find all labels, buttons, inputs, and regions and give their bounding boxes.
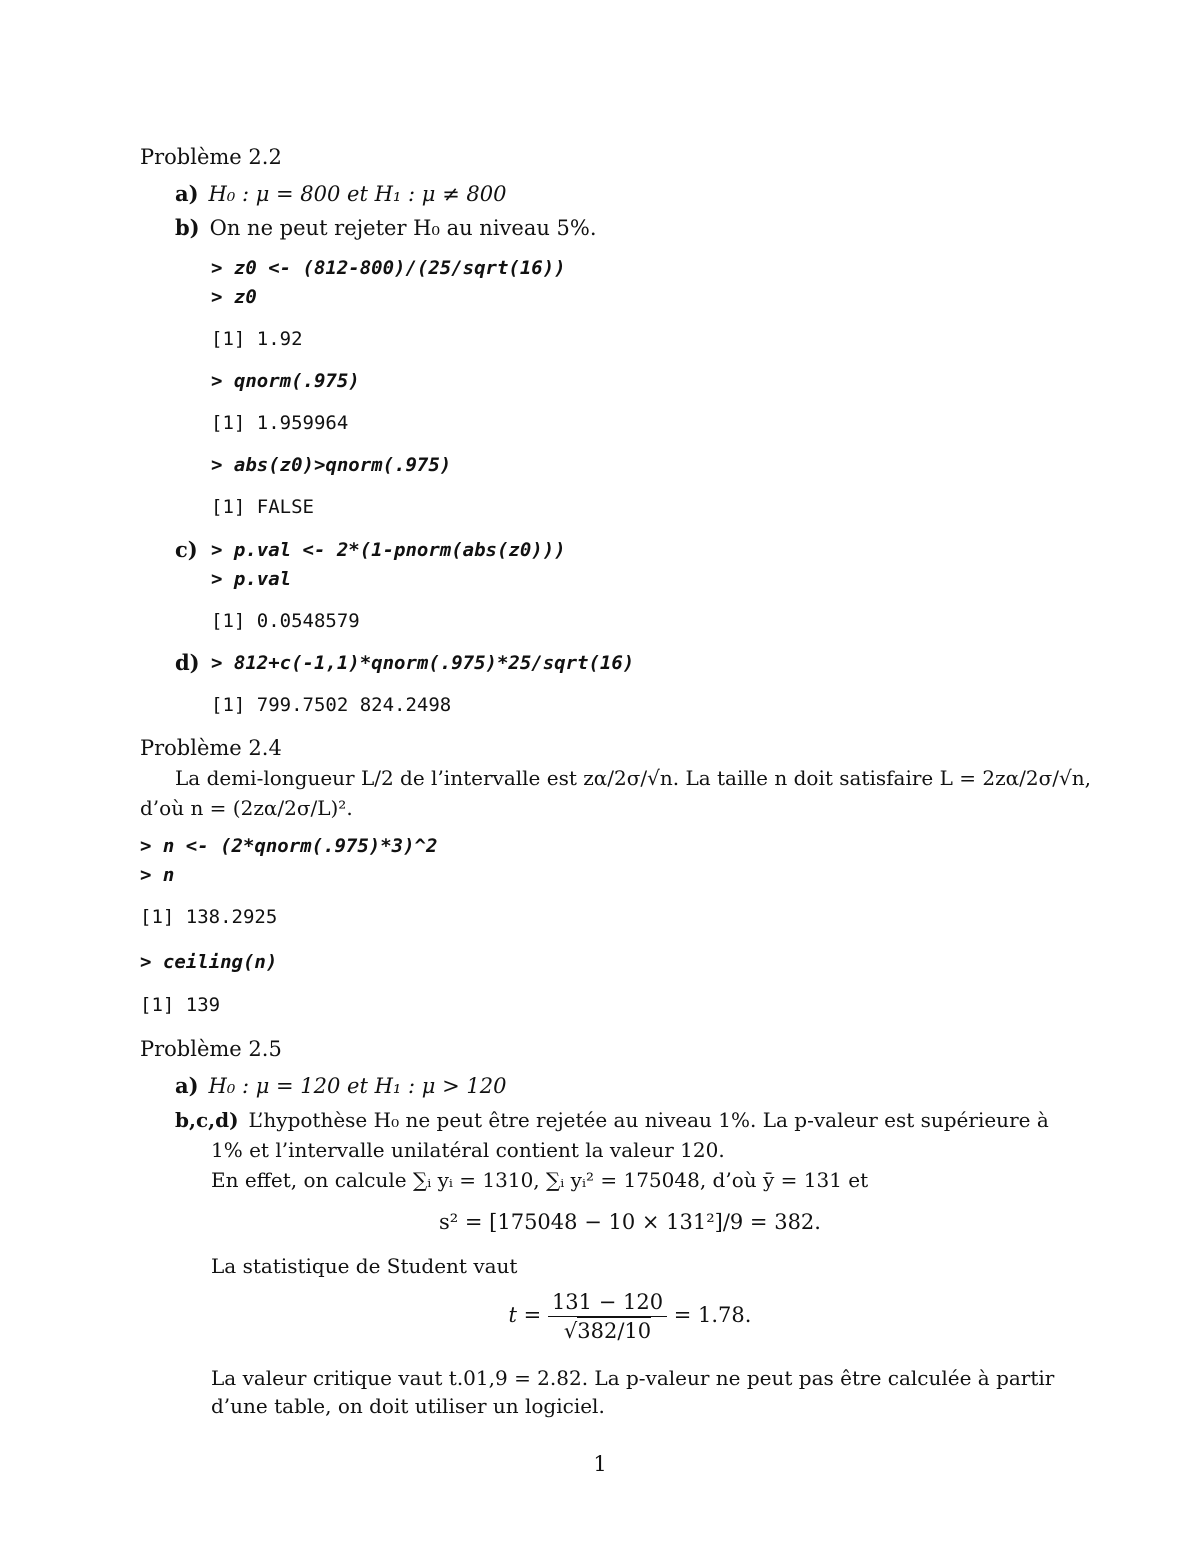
problem-2-4-title: Problème 2.4	[140, 736, 282, 760]
r-output: [1] 139	[140, 994, 221, 1016]
problem-2-2-part-b	[175, 216, 597, 240]
r-command: > abs(z0)>qnorm(.975)	[211, 454, 452, 476]
r-command: > 812+c(-1,1)*qnorm(.975)*25/sqrt(16)	[211, 652, 635, 674]
r-command: > p.val	[211, 568, 292, 590]
r-output: [1] 1.959964	[211, 412, 349, 434]
eq-t-denominator	[548, 1317, 667, 1343]
page-number: 1	[593, 1452, 607, 1476]
r-output: [1] 0.0548579	[211, 610, 360, 632]
r-command: > n	[140, 864, 175, 886]
problem-2-4-line2: d’où n = (2zα/2σ/L)².	[140, 796, 353, 820]
sqrt-icon: √	[563, 1319, 578, 1343]
part-bcd-text3: En effet, on calcule ∑ᵢ yᵢ = 1310, ∑ᵢ yᵢ² = 175048, d’où ȳ = 131 et	[211, 1168, 869, 1192]
r-output: [1] FALSE	[211, 496, 314, 518]
part-a-text: H₀ : μ = 120 et H₁ : μ > 120	[208, 1074, 507, 1098]
part-bcd-text5: La valeur critique vaut t.01,9 = 2.82. La p-valeur ne peut pas être calculée à partir	[211, 1366, 1055, 1390]
part-b-text: On ne peut rejeter H₀ au niveau 5%.	[209, 216, 597, 240]
part-c-label-text: c)	[175, 537, 198, 562]
eq-t-radicand: 382/10	[577, 1319, 652, 1343]
part-bcd-label: b,c,d)	[175, 1108, 239, 1132]
part-d-label-text: d)	[175, 650, 200, 675]
problem-2-4-line1: La demi-longueur L/2 de l’intervalle est zα/2σ/√n. La taille n doit satisfaire L = 2zα/2σ/√n,	[175, 766, 1091, 790]
equation-t-statistic	[0, 1290, 1200, 1343]
problem-2-5-part-a	[175, 1074, 506, 1098]
eq-t-fraction	[548, 1290, 667, 1343]
part-bcd-text4: La statistique de Student vaut	[211, 1254, 518, 1278]
part-d-label	[175, 651, 210, 675]
part-a-label: a)	[175, 1073, 199, 1098]
part-b-label: b)	[175, 215, 200, 240]
r-command: > n <- (2*qnorm(.975)*3)^2	[140, 835, 438, 857]
eq-t-rhs: = 1.78.	[673, 1303, 752, 1327]
r-output: [1] 138.2925	[140, 906, 278, 928]
part-c-label	[175, 538, 208, 562]
eq-t-numerator: 131 − 120	[548, 1290, 667, 1317]
problem-2-5-part-bcd	[175, 1108, 1049, 1132]
r-command: > z0	[211, 286, 257, 308]
r-command: > ceiling(n)	[140, 951, 278, 973]
eq-t-lhs: t =	[508, 1303, 542, 1327]
equation-s-squared: s² = [175048 − 10 × 131²]/9 = 382.	[439, 1210, 821, 1234]
part-bcd-text1: L’hypothèse H₀ ne peut être rejetée au niveau 1%. La p-valeur est supérieure à	[248, 1108, 1049, 1132]
part-bcd-text2: 1% et l’intervalle unilatéral contient la valeur 120.	[211, 1138, 725, 1162]
problem-2-5-title: Problème 2.5	[140, 1037, 282, 1061]
problem-2-2-title: Problème 2.2	[140, 145, 282, 169]
r-command: > z0 <- (812-800)/(25/sqrt(16))	[211, 257, 566, 279]
r-command: > qnorm(.975)	[211, 370, 360, 392]
r-output: [1] 1.92	[211, 328, 303, 350]
r-command: > p.val <- 2*(1-pnorm(abs(z0)))	[211, 539, 566, 561]
part-a-text: H₀ : μ = 800 et H₁ : μ ≠ 800	[208, 182, 507, 206]
part-a-label: a)	[175, 181, 199, 206]
problem-2-2-part-a	[175, 182, 506, 206]
part-bcd-text6: d’une table, on doit utiliser un logiciel.	[211, 1394, 605, 1418]
r-output: [1] 799.7502 824.2498	[211, 694, 452, 716]
